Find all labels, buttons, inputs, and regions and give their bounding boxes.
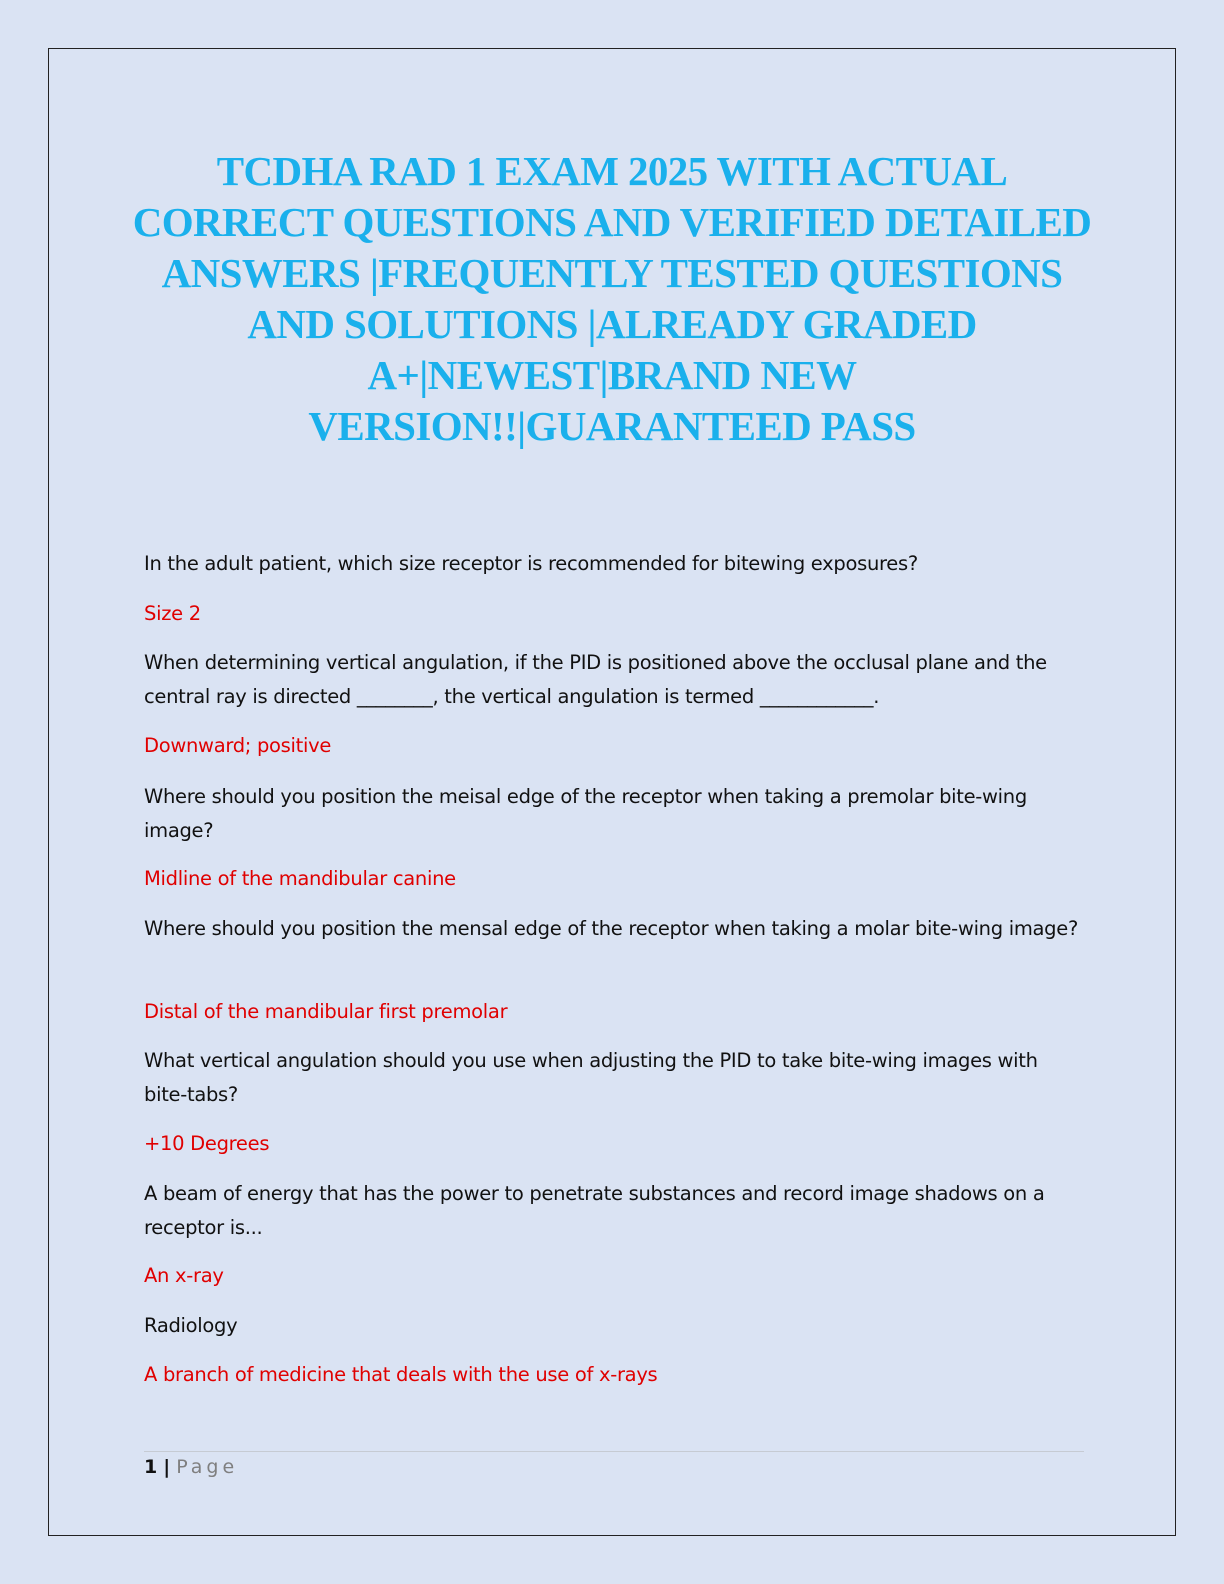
question-5: What vertical angulation should you use when adjusting the PID to take bite-wing images with bite-tabs? [144,1049,1038,1106]
page-number: 1 [144,1456,158,1478]
answer-3: Midline of the mandibular canine [144,867,456,890]
answer-1: Size 2 [144,602,201,625]
footer-divider [144,1451,1084,1452]
question-1: In the adult patient, which size receptor is recommended for bitewing exposures? [144,552,918,575]
answer-4: Distal of the mandibular first premolar [144,1000,508,1023]
question-3: Where should you position the meisal edge of the receptor when taking a premolar bite-wing image? [144,785,1027,842]
answer-6: An x-ray [144,1264,224,1287]
question-6: A beam of energy that has the power to penetrate substances and record image shadows on a receptor is... [144,1182,1045,1239]
footer-separator: | [163,1456,171,1478]
answer-5: +10 Degrees [144,1132,270,1155]
question-4: Where should you position the mensal edge of the receptor when taking a molar bite-wing image? [144,917,1079,940]
question-7: Radiology [144,1314,238,1337]
page-footer [144,1454,238,1480]
answer-7: A branch of medicine that deals with the use of x-rays [144,1363,658,1386]
answer-2: Downward; positive [144,734,332,757]
question-2: When determining vertical angulation, if the PID is positioned above the occlusal plane and the central ray is directed ________, the vertical angulation is termed ____________. [144,651,1047,708]
page-label: Page [176,1456,239,1478]
document-title: TCDHA RAD 1 EXAM 2025 WITH ACTUAL CORRECT QUESTIONS AND VERIFIED DETAILED ANSWERS |FREQUENTLY TESTED QUESTIONS AND SOLUTIONS |ALREADY GRADED A+|NEWEST|BRAND NEW VERSION!!|GUARANTEED PASS [132,148,1092,449]
